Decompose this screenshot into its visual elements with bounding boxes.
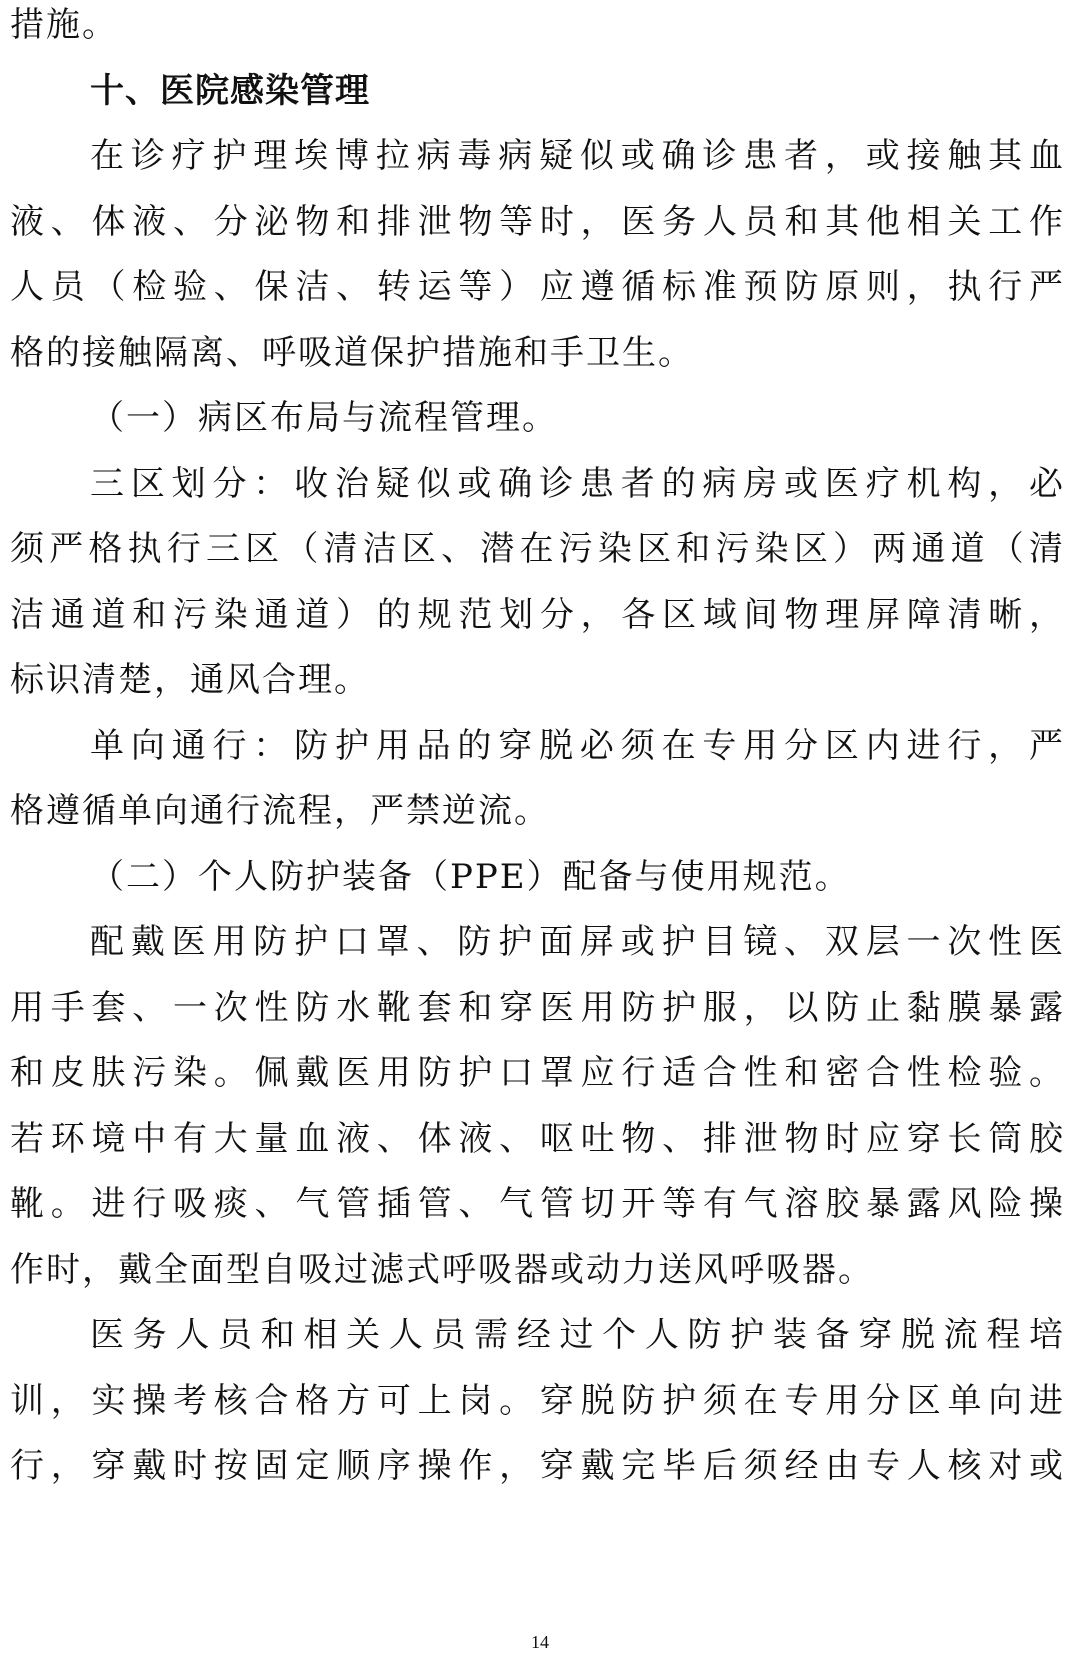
text-line-17: 和皮肤污染。佩戴医用防护口罩应行适合性和密合性检验。 [10, 1053, 1065, 1093]
page-number: 14 [531, 1632, 549, 1652]
subsection-heading-1: （一）病区布局与流程管理。 [90, 398, 558, 438]
text-line-22: 训，实操考核合格方可上岗。穿脱防护须在专用分区单向进 [10, 1381, 1065, 1421]
text-line-5: 人员（检验、保洁、转运等）应遵循标准预防原则，执行严 [10, 267, 1065, 307]
subsection-heading-2: （二）个人防护装备（PPE）配备与使用规范。 [90, 857, 851, 897]
text-line-9: 须严格执行三区（清洁区、潜在污染区和污染区）两通道（清 [10, 529, 1065, 569]
text-line-12: 单向通行：防护用品的穿脱必须在专用分区内进行，严 [90, 726, 1065, 766]
text-line-6: 格的接触隔离、呼吸道保护措施和手卫生。 [10, 333, 694, 373]
text-line-15: 配戴医用防护口罩、防护面屏或护目镜、双层一次性医 [90, 922, 1065, 962]
text-line-10: 洁通道和污染通道）的规范划分，各区域间物理屏障清晰， [10, 595, 1065, 635]
text-line-21: 医务人员和相关人员需经过个人防护装备穿脱流程培 [90, 1315, 1065, 1355]
text-line-8: 三区划分：收治疑似或确诊患者的病房或医疗机构，必 [90, 464, 1065, 504]
section-heading-10: 十、医院感染管理 [90, 71, 370, 111]
text-line-16: 用手套、一次性防水靴套和穿医用防护服，以防止黏膜暴露 [10, 988, 1065, 1028]
text-line-23: 行，穿戴时按固定顺序操作，穿戴完毕后须经由专人核对或 [10, 1446, 1065, 1486]
text-line-1: 措施。 [10, 5, 118, 45]
text-line-18: 若环境中有大量血液、体液、呕吐物、排泄物时应穿长筒胶 [10, 1119, 1065, 1159]
text-line-13: 格遵循单向通行流程，严禁逆流。 [10, 791, 550, 831]
text-line-4: 液、体液、分泌物和排泄物等时，医务人员和其他相关工作 [10, 202, 1065, 242]
text-line-3: 在诊疗护理埃博拉病毒病疑似或确诊患者，或接触其血 [90, 136, 1065, 176]
text-line-19: 靴。进行吸痰、气管插管、气管切开等有气溶胶暴露风险操 [10, 1184, 1065, 1224]
text-line-20: 作时，戴全面型自吸过滤式呼吸器或动力送风呼吸器。 [10, 1250, 874, 1290]
text-line-11: 标识清楚，通风合理。 [10, 660, 370, 700]
